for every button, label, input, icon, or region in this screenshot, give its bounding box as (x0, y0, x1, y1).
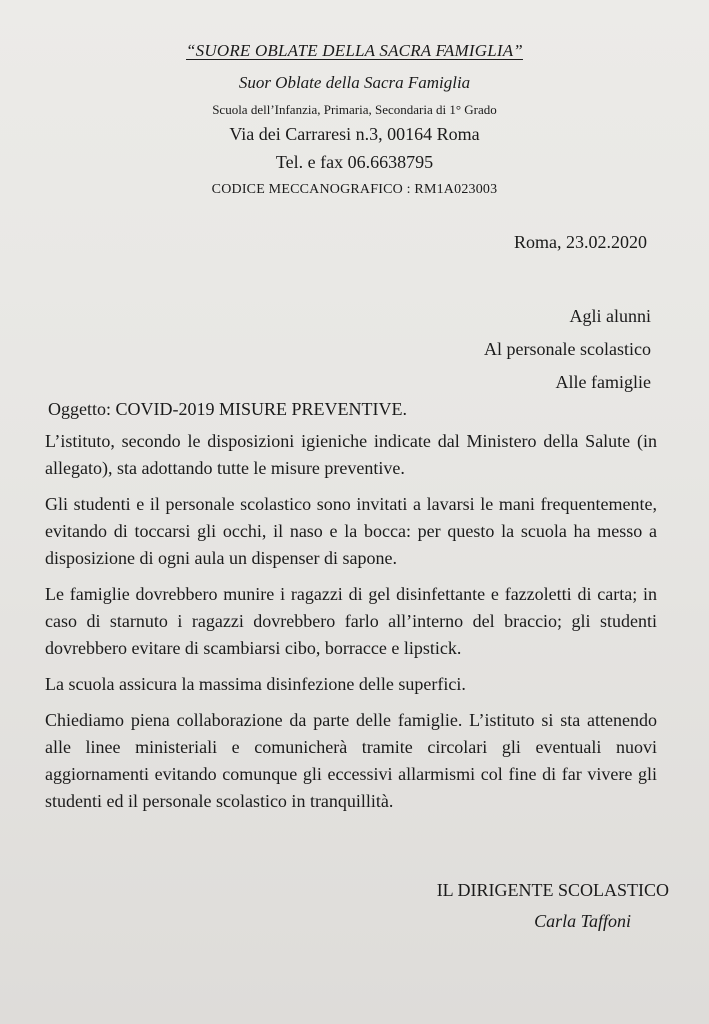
paragraph-institute-measures: L’istituto, secondo le disposizioni igieniche indicate dal Ministero della Salute (in allegato), sta adottando tutte le misure preventive. (45, 431, 657, 478)
recipient-students: Agli alunni (569, 306, 651, 326)
paragraph-collaboration: Chiediamo piena collaborazione da parte delle famiglie. L’istituto si sta attenendo alle linee ministeriali e comunicherà tramite circolari gli eventuali nuovi aggiornamenti evitando comunque gli eccessivi allarmismi col fine di far vivere gli studenti ed il personale scolastico in tranquillità. (45, 710, 657, 811)
signature-block (437, 880, 669, 932)
paragraph-hand-washing: Gli studenti e il personale scolastico sono invitati a lavarsi le mani frequentemente, evitando di toccarsi gli occhi, il naso e la bocca: per questo la scuola ha messo a disposizione di ogni aula un dispenser di sapone. (45, 494, 657, 568)
subject-line: Oggetto: COVID-2019 MISURE PREVENTIVE. (48, 399, 407, 419)
organization-subtitle: Suor Oblate della Sacra Famiglia (238, 73, 471, 92)
paragraph-disinfection: La scuola assicura la massima disinfezione delle superfici. (45, 674, 466, 694)
recipients-block (484, 300, 651, 399)
letter-date: Roma, 23.02.2020 (514, 232, 647, 252)
signatory-name: Carla Taffoni (534, 911, 631, 931)
recipient-families: Alle famiglie (555, 372, 651, 392)
paragraph-family-guidance: Le famiglie dovrebbero munire i ragazzi di gel disinfettante e fazzoletti di carta; in caso di starnuto i ragazzi dovrebbero farlo all’interno del braccio; gli studenti dovrebbero evitare di scambiarsi cibo, borracce e lipstick. (45, 584, 657, 658)
recipient-staff: Al personale scolastico (484, 339, 651, 359)
school-code: CODICE MECCANOGRAFICO : RM1A023003 (211, 182, 498, 197)
school-levels: Scuola dell’Infanzia, Primaria, Secondaria di 1° Grado (212, 102, 497, 117)
phone-fax: Tel. e fax 06.6638795 (275, 152, 434, 172)
signatory-role: IL DIRIGENTE SCOLASTICO (436, 880, 669, 900)
address: Via dei Carraresi n.3, 00164 Roma (229, 124, 480, 144)
organization-title: “SUORE OBLATE DELLA SACRA FAMIGLIA” (186, 41, 523, 60)
letter-body (45, 396, 657, 824)
